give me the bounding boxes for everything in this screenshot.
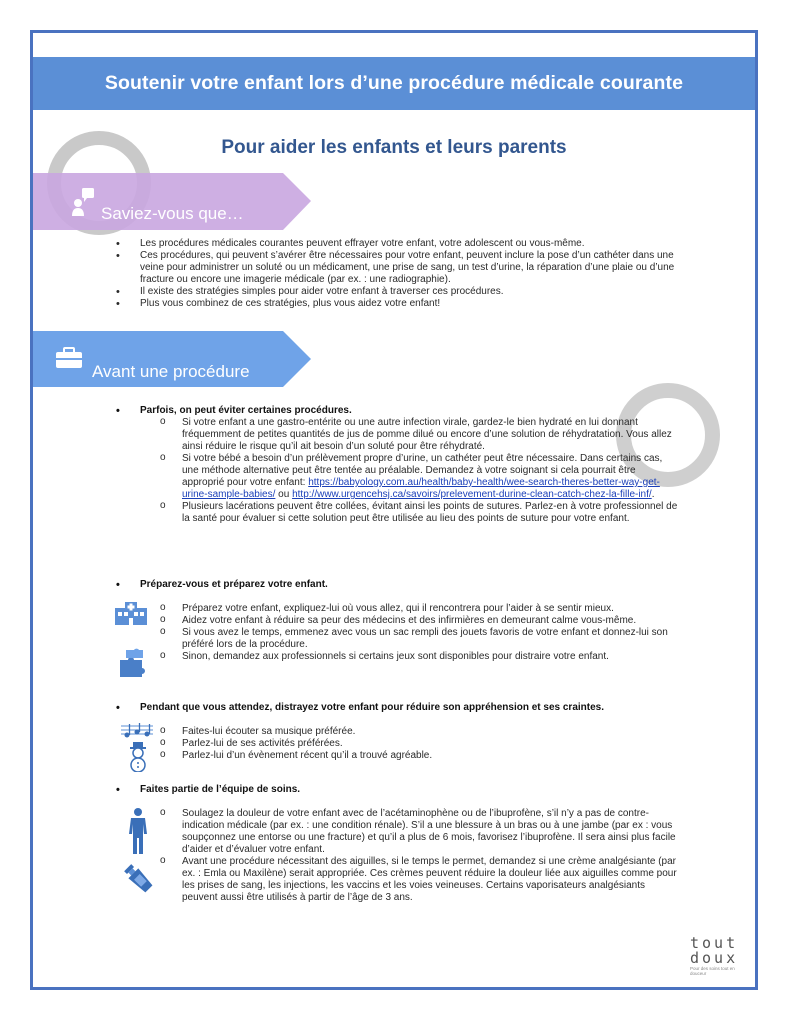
list-item: • Il existe des stratégies simples pour aider votre enfant à traverser ces procédures. [116, 286, 700, 298]
list-item: o Avant une procédure nécessitant des aiguilles, si le temps le permet, demandez si une crème analgésiante (par ex. : Emla ou Maxilène) serait appropriée. Ces crèmes peuvent réduire la douleur liée aux aiguilles comme pour les prises de sang, les injections, les vaccins et les voies veineuses. Certains vaporisateurs analgésiants peuvent aussi être utilisés à partir de l’âge de 3 ans. [160, 856, 680, 904]
urine-item-text: Si votre bébé a besoin d’un prélèvement propre d’urine, un cathéter peut être nécessaire. Dans certains cas, une méthode alternative peut être tentée au préalable. Demandez à votre soignant si cela pourrait être approprié pour votre enfant: [182, 453, 663, 488]
section-header-avant-procedure [33, 331, 313, 387]
group-heading: • Parfois, on peut éviter certaines procédures. [116, 405, 696, 417]
babyology-link[interactable]: https://babyology.com.au/health/baby-health/wee-search-theres-better-way-get-urine-sample-babies/ [182, 477, 660, 500]
list-item: o Soulagez la douleur de votre enfant avec de l’acétaminophène ou de l’ibuprofène, s’il n’y a pas de contre-indication médicale (par ex. : une condition rénale). S’il a une blessure à un bras ou à une jambe (par ex : vous soupçonnez une entorse ou une fracture) et qu’il a plus de 6 mois, favorisez l’ibuprofène. Il sera ainsi plus facile d’aider et d’évaluer votre enfant. [160, 808, 680, 856]
list-item: • Ces procédures, qui peuvent s’avérer être nécessaires pour votre enfant, peuvent inclure la pose d’un cathéter dans une veine pour administrer un soluté ou un médicament, une prise de sang, un test d’urine, la réparation d’une plaie ou d’une fracture ou encore une imagerie médicale (par ex. : une radiographie). [116, 250, 700, 286]
human-body-icon [127, 808, 149, 861]
group-preparez [116, 579, 696, 663]
cream-tube-icon [122, 862, 156, 901]
list-item: • Les procédures médicales courantes peuvent effrayer votre enfant, votre adolescent ou vous-même. [116, 238, 700, 250]
list-item: o Parlez-lui d’un évènement récent qu’il a trouvé agréable. [160, 750, 680, 762]
group-equipe-soins [116, 784, 706, 904]
logo-line-1: tout [690, 934, 739, 952]
list-item-urine [160, 453, 680, 501]
section-header-saviez-vous [33, 173, 313, 230]
list-item: o Aidez votre enfant à réduire sa peur des médecins et des infirmières en demeurant calme vous-même. [160, 615, 685, 627]
section-title-avant-procedure: Avant une procédure [92, 362, 250, 381]
list-item: o Plusieurs lacérations peuvent être collées, évitant ainsi les points de sutures. Parlez-en à votre professionnel de la santé pour évaluer si cette solution peut être utilisée au lieu des points de suture pour votre enfant. [160, 501, 680, 525]
section-title-saviez-vous: Saviez-vous que… [101, 203, 244, 223]
list-item: o Faites-lui écouter sa musique préférée. [160, 726, 680, 738]
urgencehsj-link[interactable]: http://www.urgencehsj.ca/savoirs/prelevement-durine-clean-catch-chez-la-fille-inf/ [292, 489, 652, 500]
group-heading: • Pendant que vous attendez, distrayez votre enfant pour réduire son appréhension et ses craintes. [116, 702, 716, 714]
logo-line-2: doux [690, 949, 739, 967]
hospital-icon [114, 600, 148, 631]
tout-doux-logo [690, 936, 745, 976]
group-heading: • Faites partie de l’équipe de soins. [116, 784, 706, 796]
urine-item-end: . [651, 489, 655, 500]
page-title: Soutenir votre enfant lors d’une procédure médicale courante [33, 57, 755, 110]
list-item: o Parlez-lui de ses activités préférées. [160, 738, 680, 750]
list-item: o Sinon, demandez aux professionnels si certains jeux sont disponibles pour distraire votre enfant. [160, 651, 685, 663]
group-heading: • Préparez-vous et préparez votre enfant. [116, 579, 696, 591]
puzzle-icon [118, 648, 146, 683]
link-separator: ou [275, 489, 290, 500]
list-item: o Si votre enfant a une gastro-entérite ou une autre infection virale, gardez-le bien hydraté en lui donnant fréquemment de petites quantités de jus de pomme dilué ou encore d’une solution de réhydratation. Vous allez ainsi réduire le risque qu’il ait besoin d’un soluté pour être réhydraté. [160, 417, 680, 453]
page-subtitle: Pour aider les enfants et leurs parents [221, 137, 567, 158]
section1-list [116, 238, 700, 310]
group-eviter-procedures [116, 405, 696, 525]
list-item: o Si vous avez le temps, emmenez avec vous un sac rempli des jouets favoris de votre enfant et donnez-lui son préféré lors de la procédure. [160, 627, 685, 651]
group-pendant-attente [116, 702, 716, 762]
list-item: o Préparez votre enfant, expliquez-lui où vous allez, qui il rencontrera pour l’aider à se sentir mieux. [160, 603, 685, 615]
list-item: • Plus vous combinez de ces stratégies, plus vous aidez votre enfant! [116, 298, 700, 310]
snowman-icon [126, 742, 150, 777]
logo-tagline: Pour des soins tout en douceur [690, 966, 735, 976]
